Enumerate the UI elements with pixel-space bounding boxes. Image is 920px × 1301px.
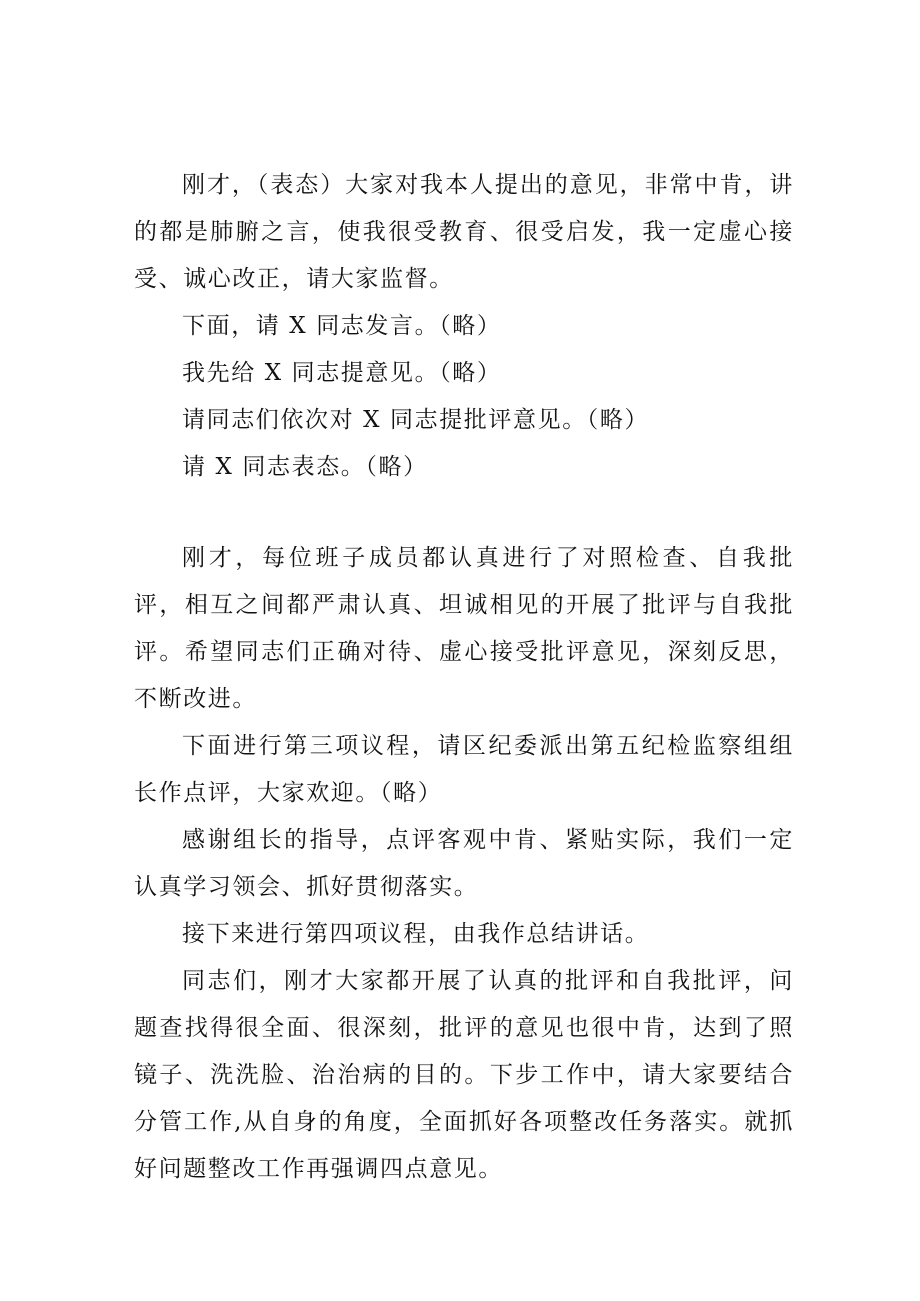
paragraph-5: 请 X 同志表态。（略） — [182, 454, 428, 480]
paragraph-6: 刚才，每位班子成员都认真进行了对照检查、自我批评，相互之间都严肃认真、坦诚相见的开展了批评与自我批评。希望同志们正确对待、虚心接受批评意见，深刻反思，不断改进。 — [134, 545, 794, 712]
section-gap — [134, 491, 794, 535]
paragraph-1: 刚才，（表态）大家对我本人提出的意见，非常中肯，讲的都是肺腑之言，使我很受教育、很受启发，我一定虚心接受、诚心改正，请大家监督。 — [134, 172, 794, 292]
paragraph-3: 我先给 X 同志提意见。（略） — [182, 360, 502, 386]
paragraph-9: 接下来进行第四项议程，由我作总结讲话。 — [182, 921, 650, 947]
paragraph-8: 感谢组长的指导，点评客观中肯、紧贴实际，我们一定认真学习领会、抓好贯彻落实。 — [134, 827, 794, 900]
paragraph-2: 下面，请 X 同志发言。（略） — [182, 313, 502, 339]
document-body — [134, 162, 794, 1193]
paragraph-7: 下面进行第三项议程，请区纪委派出第五纪检监察组组长作点评，大家欢迎。（略） — [134, 733, 794, 806]
paragraph-4: 请同志们依次对 X 同志提批评意见。（略） — [182, 407, 650, 433]
paragraph-10: 同志们，刚才大家都开展了认真的批评和自我批评，问题查找得很全面、很深刻，批评的意见也很中肯，达到了照镜子、洗洗脸、治治病的目的。下步工作中，请大家要结合分管工作,从自身的角度，全面抓好各项整改任务落实。就抓好问题整改工作再强调四点意见。 — [134, 968, 794, 1182]
